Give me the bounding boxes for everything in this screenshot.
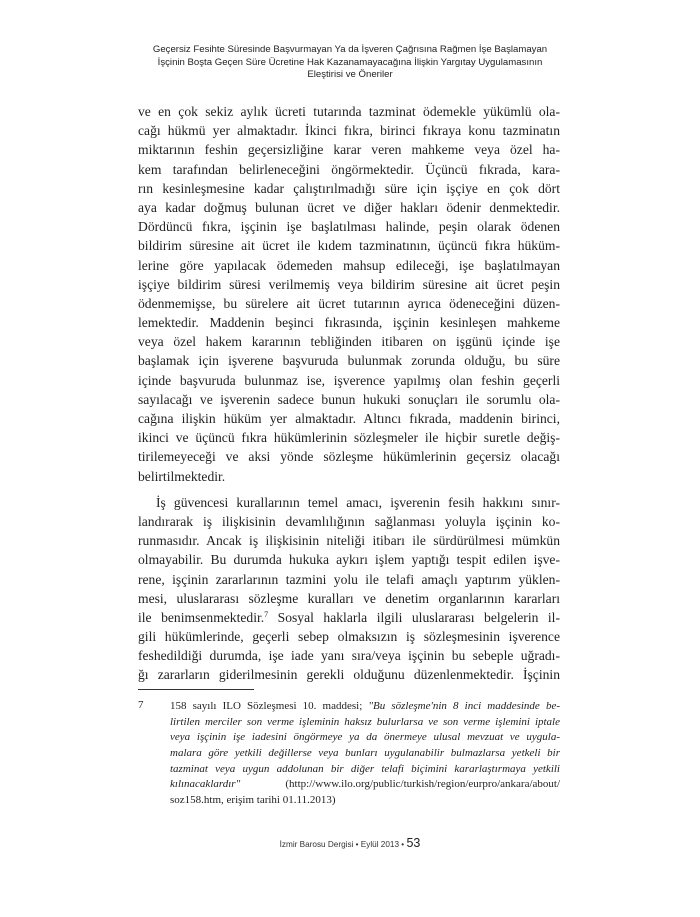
text-line: başlamak için işverene başvuruda bulunmak zorunda olduğu, bu süre: [138, 353, 560, 369]
text-line: rın kesinleşmesine kadar çalıştırılmadığı süre için işçiye en çok dört: [138, 180, 560, 196]
footnote-line: lirtilen merciler son verme işleminin haksız bulurlarsa ve son verme işlemini iptale: [170, 715, 560, 728]
footnote-number: 7: [138, 699, 144, 711]
footnote-line: [170, 777, 560, 793]
text-line: Dördüncü fıkra, işçinin işe başlatılması halinde, peşin olarak ödenen: [138, 219, 560, 235]
text-line: ödenmemişse, bu sürelere ait ücret tutarının ayrıca ödeneceğini düzen-: [138, 295, 560, 311]
footnote-quote: "Bu sözleşme'nin 8 inci maddesinde be-: [368, 700, 560, 712]
text-line: cağı hükmü yer almaktadır. İkinci fıkra, birinci fıkraya konu tazminatın: [138, 123, 560, 139]
text-segment: Sosyal haklarla ilgili uluslararası belgelerin il-: [268, 609, 560, 625]
text-line: ğı zararların giderilmesinin gerekli olduğunu düzenlenmektedir. İşçinin: [138, 667, 560, 683]
text-line: olmayabilir. Bu durumda hukuka aykırı işlem yaptığı tespit edilen işve-: [138, 552, 560, 568]
footnote-line: [170, 699, 560, 715]
text-line: kem tarafından belirleneceğini öngörmektedir. Üçüncü fıkrada, kara-: [138, 161, 560, 177]
paragraph-2: [138, 493, 560, 685]
text-line: lemektedir. Maddenin beşinci fıkrasında, işçinin kesinleşen mahkeme: [138, 315, 560, 331]
text-line: gili hükümlerinde, geçerli sebep olmaksızın iş sözleşmesinin işverence: [138, 629, 560, 645]
footnote-quote: kılınacaklardır": [170, 778, 241, 791]
text-line: feshedildiği durumda, işe iade yanı sıra/veya işçinin bu sebeple uğradı-: [138, 648, 560, 664]
page-footer: [0, 836, 700, 850]
text-line: veya özel hakem kararının tebliğinden itibaren on işgünü içinde işe: [138, 334, 560, 350]
text-line: aya kadar doğmuş bulunan ücret ve diğer hakları ödenir denmektedir.: [138, 199, 560, 215]
journal-name: İzmir Barosu Dergisi • Eylül 2013 •: [279, 840, 405, 849]
footnote-body: [170, 699, 560, 809]
text-line: içinde başvuruda bulunmaz ise, işverence yapılmış olan feshin geçerli: [138, 372, 560, 388]
text-line: cağına ilişkin hüküm yer almaktadır. Altıncı fıkrada, maddenin birinci,: [138, 411, 560, 426]
text-line: runmasıdır. Ancak iş ilişkisinin niteliği itibarı ile sürdürülmesi mümkün: [138, 533, 560, 549]
text-line: rene, işçinin zararlarının tazmini yolu ile telafi amaçlı yaptırım yüklen-: [138, 571, 560, 587]
running-header-line: Eleştirisi ve Öneriler: [307, 69, 393, 81]
footnote-reference[interactable]: 7: [264, 609, 269, 619]
text-segment: ile benimsenmektedir.: [138, 609, 265, 625]
text-line: landırarak iş ilişkisinin devamlılığının sağlanması yoluyla işçinin ko-: [138, 513, 560, 529]
footnote-divider: [138, 689, 254, 690]
text-line: lerine göre yapılacak ödemeden mahsup edileceği, işe başlatılmayan: [138, 257, 560, 273]
footnote-line: veya işçinin işe iadesini öngörmeye ya da önermeye ulusal mevzuat ve uygula-: [170, 731, 560, 744]
text-line: ve en çok sekiz aylık ücreti tutarında tazminat ödemekle yükümlü ola-: [138, 104, 560, 119]
running-header-line: İşçinin Boşta Geçen Süre Ücretine Hak Kazanamayacağına İlişkin Yargıtay Uygulamasının: [157, 56, 543, 68]
footnote-url[interactable]: (http://www.ilo.org/public/turkish/region/eurpro/ankara/about/: [285, 778, 560, 791]
body-text: [138, 102, 560, 685]
text-line: bildirim süresine ait ücret ile kıdem tazminatının, üçüncü fıkra hüküm-: [138, 238, 560, 254]
running-header-line: Geçersiz Fesihte Süresinde Başvurmayan Ya da İşveren Çağrısına Rağmen İşe Başlamayan: [152, 44, 548, 55]
text-line: işçiye bildirim süresi verilmemiş veya bildirim süresine ait ücret peşin: [138, 276, 560, 292]
footnote-line: malara göre yetkili değillerse veya bunları uygulanabilir bulmazlarsa yetkeli bir: [170, 747, 560, 760]
footnote-line: tazminat veya uygun addolunan bir diğer telafi biçimini kararlaştırmaya yetkili: [170, 762, 560, 775]
text-line: miktarının feshin geçersizliğine karar veren mahkeme veya özel ha-: [138, 142, 560, 158]
page-number: 53: [406, 836, 421, 850]
text-line: ikinci ve üçüncü fıkra hükümlerinin sözleşmeler ile hiçbir suretle değiş-: [138, 430, 560, 446]
footnote-line: soz158.htm, erişim tarihi 01.11.2013): [170, 794, 336, 807]
text-line: tirilemeyeceği ve aksi yönde sözleşme hükümlerinin geçersiz olacağı: [138, 449, 560, 465]
text-line: [138, 608, 560, 627]
footnote-prefix: 158 sayılı ILO Sözleşmesi 10. maddesi;: [170, 700, 369, 712]
text-line: belirtilmektedir.: [138, 468, 226, 484]
footnote: [138, 699, 560, 809]
paragraph-1: [138, 102, 560, 486]
running-header: [128, 44, 572, 82]
text-line: İş güvencesi kurallarının temel amacı, işverenin fesih hakkını sınır-: [156, 494, 560, 510]
text-line: mesi, uluslararası sözleşme kuralları ve denetim organlarının kararları: [138, 590, 560, 606]
text-line: sayılacağı ve işverenin sadece bunun hukuki sonuçları ile sorumlu ola-: [138, 391, 560, 407]
